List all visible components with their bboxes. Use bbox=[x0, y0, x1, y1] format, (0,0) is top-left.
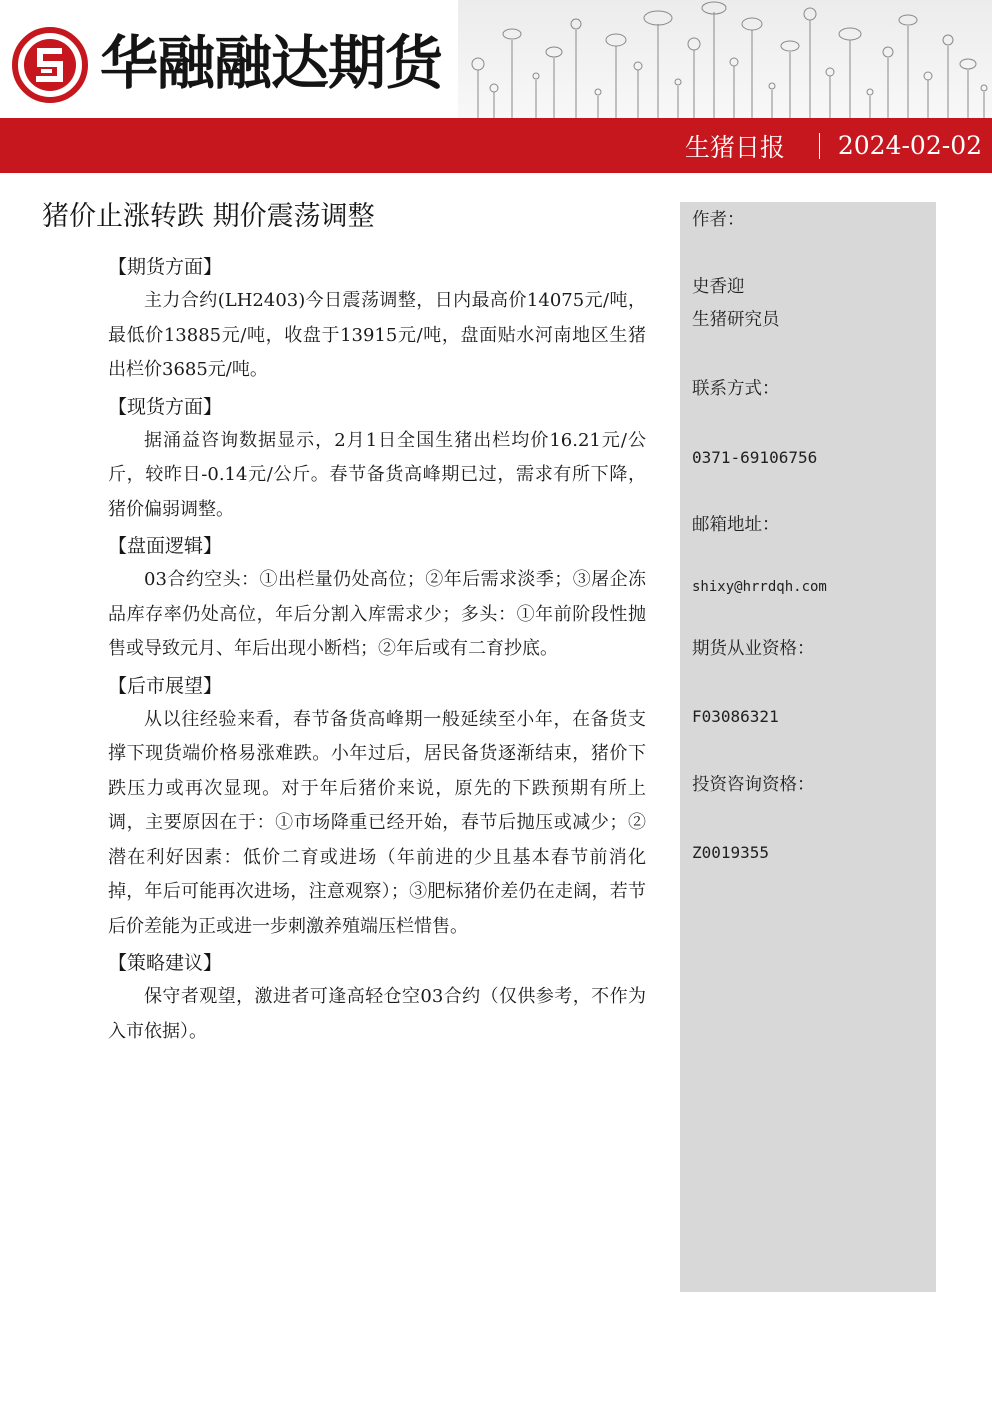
author-sidebar bbox=[680, 202, 936, 1292]
section-heading: 【后市展望】 bbox=[108, 674, 223, 697]
section-paragraph: 从以往经验来看，春节备货高峰期一般延续至小年，在备货支撑下现货端价格易涨难跌。小年过后，居民备货逐渐结束，猪价下跌压力或再次显现。对于年后猪价来说，原先的下跌预期有所上调，主要原因在于：①市场降重已经开始，春节后抛压或减少；②潜在利好因素：低价二育或进场（年前进的少且基本春节前消化掉，年后可能再次进场，注意观察）；③肥标猪价差仍在走阔，若节后价差能为正或进一步刺激养殖端压栏惜售。 bbox=[108, 708, 646, 937]
section-paragraph: 保守者观望，激进者可逢高轻仓空03合约（仅供参考，不作为入市依据）。 bbox=[108, 986, 646, 1042]
section-heading: 【现货方面】 bbox=[108, 395, 223, 418]
contact-phone: 0371-69106756 bbox=[692, 448, 818, 467]
section-paragraph: 主力合约(LH2403)今日震荡调整，日内最高价14075元/吨，最低价13885元/吨，收盘于13915元/吨，盘面贴水河南地区生猪出栏价3685元/吨。 bbox=[108, 290, 646, 380]
section-outlook bbox=[108, 669, 646, 945]
company-logo-icon bbox=[12, 27, 88, 103]
report-date: 2024-02-02 bbox=[837, 131, 982, 160]
futures-qualification-label: 期货从业资格： bbox=[692, 639, 815, 659]
investment-qualification-number: Z0019355 bbox=[692, 843, 770, 862]
section-paragraph: 据涌益咨询数据显示，2月1日全国生猪出栏均价16.21元/公斤，较昨日-0.14元/公斤。春节备货高峰期已过，需求有所下降，猪价偏弱调整。 bbox=[108, 429, 646, 520]
section-market-logic bbox=[108, 529, 646, 667]
decorative-circles-graphic bbox=[458, 0, 992, 118]
contact-label: 联系方式： bbox=[692, 379, 780, 399]
section-heading: 【盘面逻辑】 bbox=[108, 535, 223, 557]
section-strategy bbox=[108, 946, 646, 1049]
futures-qualification-number: F03086321 bbox=[692, 707, 779, 726]
section-futures bbox=[108, 250, 646, 388]
banner-divider bbox=[819, 133, 820, 159]
investment-qualification-label: 投资咨询资格： bbox=[692, 775, 815, 795]
article-title: 猪价止涨转跌 期价震荡调整 bbox=[42, 201, 375, 232]
section-paragraph: 03合约空头：①出栏量仍处高位；②年后需求淡季；③屠企冻品库存率仍处高位，年后分割入库需求少；多头：①年前阶段性抛售或导致元月、年后出现小断档；②年后或有二育抄底。 bbox=[108, 569, 646, 659]
report-banner bbox=[0, 118, 992, 173]
report-type: 生猪日报 bbox=[684, 132, 785, 162]
report-header bbox=[0, 0, 992, 118]
email-label: 邮箱地址： bbox=[692, 515, 780, 535]
section-spot bbox=[108, 390, 646, 528]
article-body bbox=[108, 250, 646, 1051]
section-heading: 【期货方面】 bbox=[108, 256, 223, 278]
author-title: 生猪研究员 bbox=[692, 310, 780, 330]
company-name: 华融融达期货 bbox=[100, 29, 443, 97]
section-heading: 【策略建议】 bbox=[108, 952, 223, 974]
email-address[interactable]: shixy@hrrdqh.com bbox=[692, 579, 827, 595]
author-label: 作者： bbox=[692, 210, 745, 230]
author-name: 史香迎 bbox=[692, 277, 745, 297]
